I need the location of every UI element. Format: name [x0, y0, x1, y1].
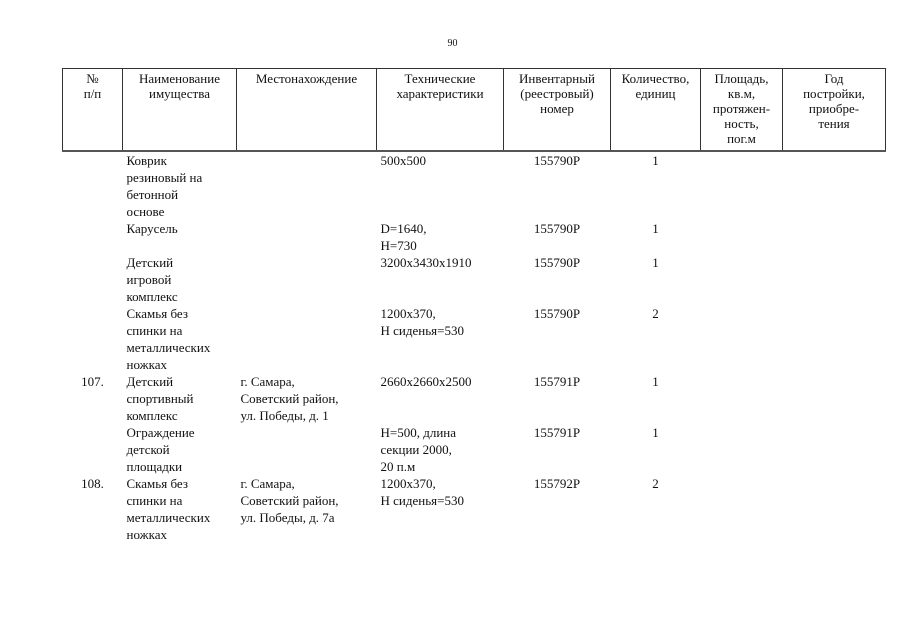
table-row — [63, 151, 886, 220]
table-row — [63, 305, 886, 373]
cell-name: Детский игровой комплекс — [126, 254, 178, 304]
cell-name: Карусель — [126, 220, 178, 236]
table-row — [63, 424, 886, 475]
cell-quantity: 2 — [652, 305, 659, 321]
cell-area — [701, 424, 783, 475]
cell-tech: 2660х2660х2500 — [380, 373, 472, 389]
cell-number — [63, 151, 123, 220]
header-year: Год постройки, приобре- тения — [783, 69, 886, 151]
table-row — [63, 373, 886, 424]
cell-year — [783, 424, 886, 475]
cell-quantity: 1 — [652, 254, 659, 270]
cell-inventory-number: 155790Р — [533, 305, 581, 321]
cell-tech: 500х500 — [380, 152, 426, 168]
cell-number: 108. — [81, 475, 104, 491]
cell-year — [783, 220, 886, 254]
header-location: Местонахождение — [237, 69, 377, 151]
cell-tech: 3200х3430х1910 — [380, 254, 472, 270]
header-number: № п/п — [63, 69, 123, 151]
cell-name: Детский спортивный комплекс — [126, 373, 194, 423]
cell-quantity: 1 — [652, 424, 659, 440]
cell-inventory-number: 155791Р — [533, 373, 581, 389]
cell-location — [237, 220, 377, 254]
cell-name: Скамья без спинки на металлических ножках — [126, 305, 211, 372]
cell-quantity: 1 — [652, 152, 659, 168]
cell-number — [63, 254, 123, 305]
table-header-row — [63, 69, 886, 151]
inventory-table — [62, 68, 886, 543]
cell-location — [237, 254, 377, 305]
header-name: Наименование имущества — [123, 69, 237, 151]
cell-number — [63, 220, 123, 254]
cell-year — [783, 151, 886, 220]
cell-year — [783, 254, 886, 305]
cell-tech: 1200х370, Н сиденья=530 — [380, 305, 464, 338]
table-row — [63, 475, 886, 543]
cell-quantity: 1 — [652, 220, 659, 236]
cell-area — [701, 220, 783, 254]
cell-name: Скамья без спинки на металлических ножках — [126, 475, 211, 542]
cell-location: г. Самара, Советский район, ул. Победы, д. 7а — [240, 475, 339, 525]
table-row — [63, 220, 886, 254]
cell-inventory-number: 155790Р — [533, 220, 581, 236]
cell-number — [63, 424, 123, 475]
header-inventory-number: Инвентарный (реестровый) номер — [504, 69, 611, 151]
cell-name: Ограждение детской площадки — [126, 424, 195, 474]
cell-location — [237, 305, 377, 373]
cell-quantity: 1 — [652, 373, 659, 389]
page-number: 90 — [447, 38, 458, 49]
cell-year — [783, 305, 886, 373]
cell-tech: 1200х370, Н сиденья=530 — [380, 475, 464, 508]
cell-number — [63, 305, 123, 373]
header-tech: Технические характеристики — [377, 69, 504, 151]
cell-inventory-number: 155790Р — [533, 152, 581, 168]
cell-number: 107. — [81, 373, 104, 389]
cell-year — [783, 373, 886, 424]
cell-area — [701, 475, 783, 543]
cell-inventory-number: 155792Р — [533, 475, 581, 491]
cell-location — [237, 151, 377, 220]
cell-area — [701, 373, 783, 424]
cell-tech: Н=500, длина секции 2000, 20 п.м — [380, 424, 457, 474]
cell-area — [701, 305, 783, 373]
header-area: Площадь, кв.м, протяжен- ность, пог.м — [701, 69, 783, 151]
cell-tech: D=1640, Н=730 — [380, 220, 427, 253]
cell-area — [701, 254, 783, 305]
cell-inventory-number: 155790Р — [533, 254, 581, 270]
cell-name: Коврик резиновый на бетонной основе — [126, 152, 203, 219]
header-quantity: Количество, единиц — [611, 69, 701, 151]
cell-location: г. Самара, Советский район, ул. Победы, д. 1 — [240, 373, 339, 423]
cell-location — [237, 424, 377, 475]
cell-inventory-number: 155791Р — [533, 424, 581, 440]
cell-year — [783, 475, 886, 543]
table-row — [63, 254, 886, 305]
cell-quantity: 2 — [652, 475, 659, 491]
cell-area — [701, 151, 783, 220]
